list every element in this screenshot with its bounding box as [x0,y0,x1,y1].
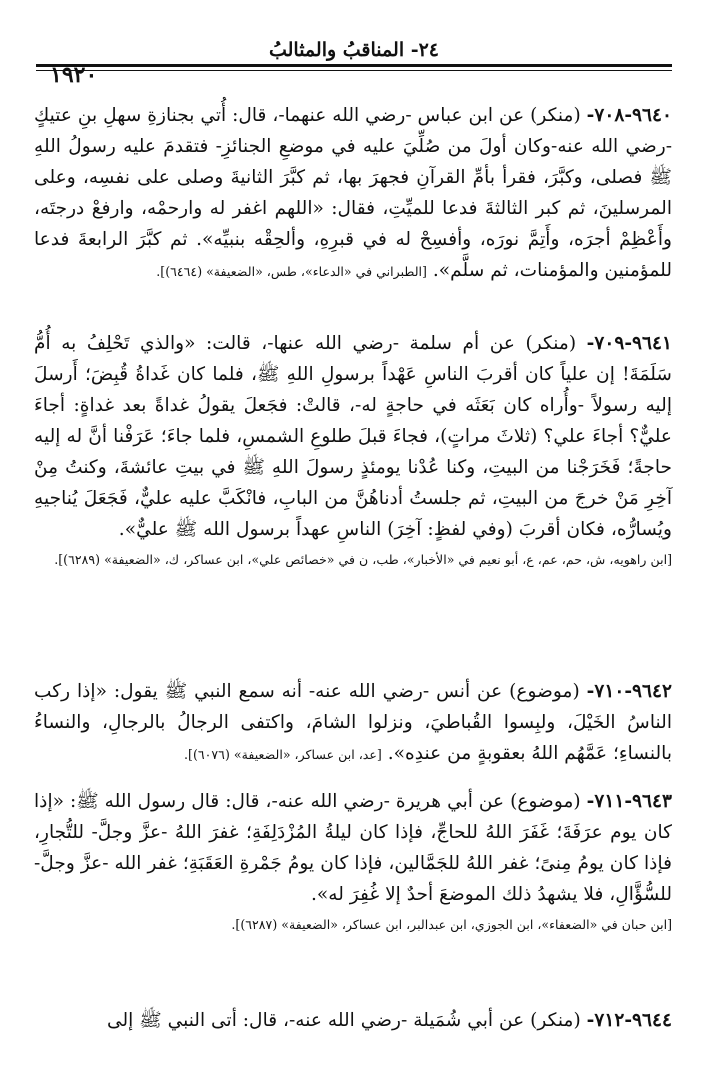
page-header [36,34,672,88]
hadith-source: [عد، ابن عساكر، «الضعيفة» (٦٠٧٦)]. [184,747,382,762]
page-number: ١٩٢٠ [50,62,98,88]
hadith-source: [ابن راهويه، ش، حم، عم، ع، أبو نعيم في «الأخبار»، طب، ن في «خصائص علي»، ابن عساكر، ك، «الضعيفة» (٦٢٨٩)]. [54,552,672,567]
hadith-number: ٩٦٤١-٧٠٩- [586,333,672,354]
hadith-entry-9640 [34,100,672,287]
hadith-body: (منكر) عن ابن عباس -رضي الله عنهما-، قال: أُتي بجنازةِ سهلِ بنِ عتيكٍ -رضي الله عنه-وكان أولَ من صُلِّيَ عليه في موضعِ الجنائزِ- فتقدمَ عليه رسولُ اللهِ ﷺ فصلى، وكبَّرَ، فقرأ بأمِّ القرآنِ فجهرَ بها، ثم كبَّرَ الثانيةَ وصلى على نفسِه، وعلى المرسلينَ، ثم كبر الثالثةَ فدعا للميِّتِ، فقال: «اللهم اغفر له وارحمْه، وارفعْ درجتَه، وأَعْظِمْ أجرَه، وأَتِمَّ نورَه، وأفسِحْ له في قبرِهِ، وألحِقْه بنبيِّه». ثم كبَّرَ الرابعةَ فدعا للمؤمنين والمؤمنات، ثم سلَّم». [34,105,672,281]
hadith-number: ٩٦٤٠-٧٠٨- [586,105,672,126]
hadith-entry-9644 [34,1005,672,1036]
hadith-body: (موضوع) عن أبي هريرة -رضي الله عنه-، قال: قال رسول الله ﷺ: «إذا كان يوم عرَفَةَ؛ غَفَرَ اللهُ للحاجِّ، فإذا كان ليلةُ المُزْدَلِفَةِ؛ غفرَ اللهُ -عزَّ وجلَّ- للتُّجارِ، فإذا كان يومُ مِنىً؛ غفر اللهُ للجَمَّالين، فإذا كان يومُ جَمْرةِ العَقَبَةِ؛ غفر الله -عزَّ وجلَّ- للسُّؤَّالِ، فلا يشهدُ ذلك الموضعَ أحدٌ إلا غُفِرَ له». [34,791,672,905]
hadith-body: (موضوع) عن أنس -رضي الله عنه- أنه سمع النبي ﷺ يقول: «إذا ركب الناسُ الخَيْلَ، ولبِسوا القُباطيَ، ونزلوا الشامَ، واكتفى الرجالُ بالرجالِ، والنساءُ بالنساءِ؛ عَمَّهُم اللهُ بعقوبةٍ من عندِه». [34,681,672,764]
hadith-text [34,786,672,910]
hadith-text [34,676,672,770]
hadith-entry-9642 [34,676,672,770]
hadith-body: (منكر) عن أبي شُمَيلة -رضي الله عنه-، قال: أتى النبي ﷺ إلى [106,1010,581,1031]
header-rule-thin [36,70,672,71]
hadith-text [34,328,672,545]
hadith-entry-9643 [34,786,672,940]
hadith-source: [ابن حبان في «الضعفاء»، ابن الجوزي، ابن عبدالبر، ابن عساكر، «الضعيفة» (٦٢٨٧)]. [231,917,672,932]
hadith-entry-9641 [34,328,672,575]
hadith-text [34,100,672,287]
hadith-text [34,1005,672,1036]
hadith-number: ٩٦٤٣-٧١١- [586,791,672,812]
header-rule-thick [36,64,672,67]
running-title: ٢٤- المناقبُ والمثالبُ [268,39,440,61]
hadith-number: ٩٦٤٤-٧١٢- [586,1010,672,1031]
hadith-source: [الطبراني في «الدعاء»، طس، «الضعيفة» (٦٤٦٤)]. [156,264,427,279]
hadith-number: ٩٦٤٢-٧١٠- [586,681,672,702]
hadith-body: (منكر) عن أم سلمة -رضي الله عنها-، قالت: «والذي تَحْلِفُ به أُمُّ سَلَمَةَ! إن علياً كان أقربَ الناسِ عَهْداً برسولِ اللهِ ﷺ، فلما كان غَداةُ قُبِضَ؛ أَرسلَ إليه رسولاً -وأُراه كان بَعَثَه في حاجةٍ له-، قالتْ: فجَعلَ يقولُ غداةً بعد غداةٍ: أجاءَ عليٌّ؟ أجاءَ علي؟ (ثلاثَ مراتٍ)، فجاءَ قبلَ طلوعِ الشمسِ، فلما جاءَ؛ عَرَفْنا أنَّ له إليه حاجةً؛ فَخَرَجْنا من البيتِ، وكنا عُدْنا يومئذٍ رسولَ اللهِ ﷺ في بيتِ عائشةَ، وكنتُ مِنْ آخِرِ مَنْ خرجَ من البيتِ، ثم جلستُ أدناهُنَّ من البابِ، فانْكَبَّ عليه عليٌّ، فَجَعَلَ يُناجيهِ ويُسارُّه، فكان أقربَ (وفي لفظٍ: آخِرَ) الناسِ عهداً برسول الله ﷺ عليٌّ». [34,333,672,540]
